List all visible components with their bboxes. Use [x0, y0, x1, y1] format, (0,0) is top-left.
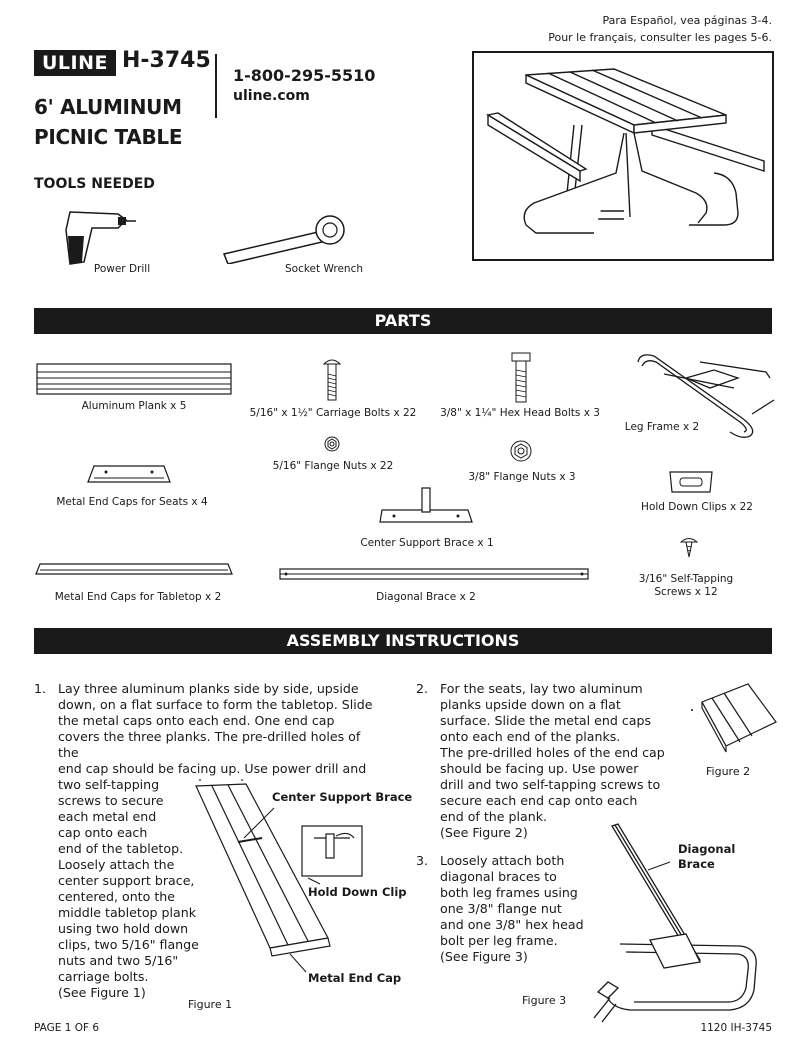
parts-banner: PARTS	[34, 308, 772, 334]
step-2-line: should be facing up. Use power	[440, 761, 639, 776]
step-1-line: (See Figure 1)	[58, 985, 146, 1000]
product-title	[34, 92, 182, 152]
step-3-line: one 3/8" flange nut	[440, 901, 562, 916]
tabletop-end-caps-caption: Metal End Caps for Tabletop x 2	[54, 591, 222, 603]
step-1-line: centered, onto the	[58, 889, 175, 904]
carriage-bolt-image	[322, 358, 342, 402]
metal-end-cap-callout: Metal End Cap	[308, 971, 402, 985]
step-3-line: diagonal braces to	[440, 869, 557, 884]
flange-nuts-38-caption: 3/8" Flange Nuts x 3	[468, 471, 576, 483]
screws-caption-line-1: 3/16" Self-Tapping	[638, 573, 734, 585]
figure-1-illustration	[190, 778, 400, 988]
hold-down-clip-image	[666, 466, 716, 496]
step-1-line: nuts and two 5/16"	[58, 953, 179, 968]
self-tapping-screw-image	[680, 536, 698, 558]
plank-caption: Aluminum Plank x 5	[81, 400, 187, 412]
step-3-number: 3.	[416, 853, 429, 868]
center-brace-caption: Center Support Brace x 1	[360, 537, 494, 549]
step-2-line: planks upside down on a flat	[440, 697, 621, 712]
french-note: Pour le français, consulter les pages 5-6.	[548, 31, 772, 44]
center-support-brace-image	[378, 486, 474, 526]
step-1-line: end cap should be facing up. Use power drill and	[58, 761, 367, 776]
step-1-line: middle tabletop plank	[58, 905, 197, 920]
document-code: 1120 IH-3745	[700, 1022, 772, 1034]
step-3-text	[440, 853, 600, 965]
step-1-line: center support brace,	[58, 873, 195, 888]
step-1-line: each metal end	[58, 809, 157, 824]
step-2-line: secure each end cap onto each	[440, 793, 638, 808]
step-1-line: cap onto each	[58, 825, 148, 840]
figure-1-label: Figure 1	[188, 998, 233, 1011]
step-2-line: onto each end of the planks.	[440, 729, 621, 744]
flange-nut-516-image	[324, 436, 340, 452]
step-1-line: end of the tabletop.	[58, 841, 184, 856]
tabletop-end-cap-image	[34, 560, 234, 580]
figure-2-label: Figure 2	[706, 765, 751, 778]
step-1-number: 1.	[34, 681, 47, 696]
step-2-line: end of the plank.	[440, 809, 548, 824]
language-notes	[548, 12, 772, 46]
website: uline.com	[233, 88, 310, 104]
diagonal-brace-image	[278, 566, 590, 582]
hex-bolts-caption: 3/8" x 1¼" Hex Head Bolts x 3	[440, 407, 600, 419]
step-2-line: The pre-drilled holes of the end cap	[440, 745, 665, 760]
step-1-line: two self-tapping	[58, 777, 160, 792]
diagonal-brace-callout-line-2: Brace	[678, 857, 715, 871]
step-1-line: down, on a flat surface to form the tabletop. Slide	[58, 697, 373, 712]
hold-down-clip-callout: Hold Down Clip	[308, 885, 407, 899]
step-3-line: both leg frames using	[440, 885, 578, 900]
assembly-banner: ASSEMBLY INSTRUCTIONS	[34, 628, 772, 654]
hold-down-clips-caption: Hold Down Clips x 22	[641, 501, 753, 513]
power-drill-caption: Power Drill	[93, 263, 151, 275]
step-3-line: and one 3/8" hex head	[440, 917, 584, 932]
picnic-table-illustration	[474, 53, 772, 259]
page-number: PAGE 1 OF 6	[34, 1022, 100, 1034]
step-3-line: Loosely attach both	[440, 853, 565, 868]
socket-wrench-icon	[220, 210, 360, 264]
power-drill-icon	[56, 206, 140, 268]
tools-heading: TOOLS NEEDED	[34, 176, 155, 192]
step-2-line: For the seats, lay two aluminum	[440, 681, 643, 696]
seat-end-caps-caption: Metal End Caps for Seats x 4	[56, 496, 208, 508]
hero-image-frame	[472, 51, 774, 261]
seat-end-cap-image	[84, 462, 174, 486]
step-2-text	[440, 681, 676, 841]
uline-logo: ULINE	[34, 50, 116, 76]
leg-frame-caption: Leg Frame x 2	[624, 421, 700, 433]
title-line-2: PICNIC TABLE	[34, 125, 183, 149]
phone-number: 1-800-295-5510	[233, 66, 376, 85]
hex-bolt-image	[509, 352, 533, 404]
step-3-line: (See Figure 3)	[440, 949, 528, 964]
step-3-line: bolt per leg frame.	[440, 933, 558, 948]
step-2-line: (See Figure 2)	[440, 825, 528, 840]
step-1-line: clips, two 5/16" flange	[58, 937, 199, 952]
carriage-bolts-caption: 5/16" x 1½" Carriage Bolts x 22	[249, 407, 417, 419]
figure-2-illustration	[688, 682, 778, 758]
title-line-1: 6' ALUMINUM	[34, 95, 182, 119]
figure-3-label: Figure 3	[522, 994, 567, 1007]
step-1-line: the metal caps onto each end. One end cap	[58, 713, 335, 728]
step-2-line: surface. Slide the metal end caps	[440, 713, 652, 728]
step-1-line: screws to secure	[58, 793, 164, 808]
step-1-line: Loosely attach the	[58, 857, 175, 872]
screws-caption-line-2: Screws x 12	[654, 586, 718, 598]
diagonal-brace-caption: Diagonal Brace x 2	[376, 591, 476, 603]
screws-caption	[626, 573, 746, 599]
step-1-line: carriage bolts.	[58, 969, 149, 984]
step-2-number: 2.	[416, 681, 429, 696]
socket-wrench-caption: Socket Wrench	[284, 263, 364, 275]
step-1-line: covers the three planks. The pre-drilled holes of the	[58, 729, 361, 760]
step-1-line: using two hold down	[58, 921, 189, 936]
model-number: H-3745	[122, 48, 211, 73]
step-1-line: Lay three aluminum planks side by side, upside	[58, 681, 359, 696]
spanish-note: Para Español, vea páginas 3-4.	[602, 14, 772, 27]
flange-nut-38-image	[510, 440, 532, 462]
header-divider	[215, 54, 217, 118]
center-support-brace-callout: Center Support Brace	[272, 790, 413, 804]
flange-nuts-516-caption: 5/16" Flange Nuts x 22	[272, 460, 394, 472]
diagonal-brace-callout	[678, 842, 735, 872]
step-2-line: drill and two self-tapping screws to	[440, 777, 661, 792]
diagonal-brace-callout-line-1: Diagonal	[678, 842, 736, 856]
aluminum-plank-image	[36, 362, 232, 398]
